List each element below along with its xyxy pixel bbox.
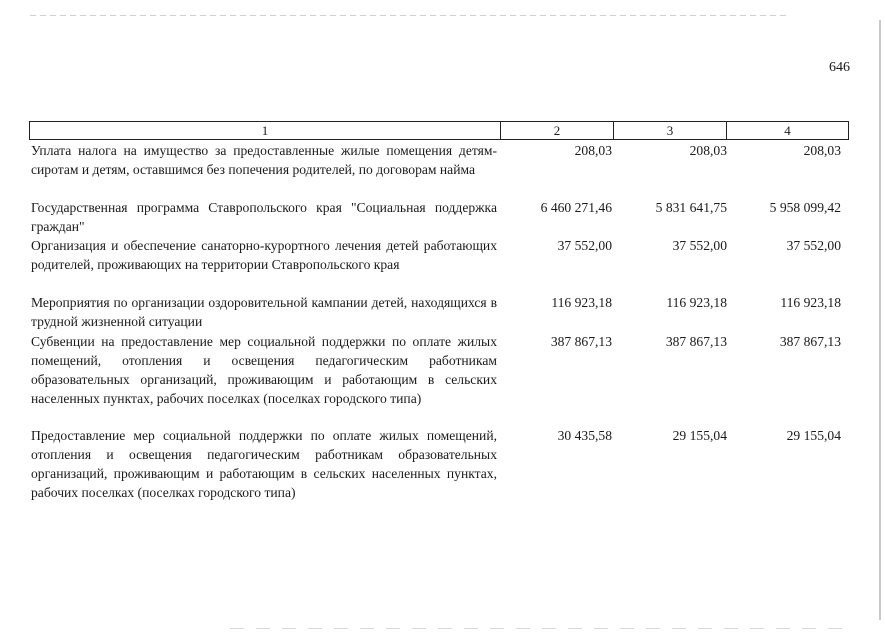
scan-edge-right xyxy=(879,20,881,620)
row-value-col-3: 116 923,18 xyxy=(666,295,727,310)
row-value-col-4: 208,03 xyxy=(803,143,841,158)
table-row xyxy=(31,426,849,502)
row-value-col-4: 29 155,04 xyxy=(786,428,841,443)
row-value-col-2: 387 867,13 xyxy=(550,334,612,349)
row-description: Субвенции на предоставление мер социальной поддержки по оплате жилых помещений, отопления и освещения педагогическим работникам образовательных организаций, проживающим и работающим в сельских населенных пунктах, рабочих поселках (поселках городского типа) xyxy=(31,334,497,406)
row-description: Мероприятия по организации оздоровительной кампании детей, находящихся в трудной жизненной ситуации xyxy=(31,295,497,329)
row-value-col-3: 208,03 xyxy=(689,143,727,158)
row-value-col-4: 116 923,18 xyxy=(780,295,841,310)
row-value-col-3: 29 155,04 xyxy=(672,428,727,443)
row-description: Предоставление мер социальной поддержки по оплате жилых помещений, отопления и освещения педагогическим работникам образовательных организаций, проживающим и работающим в сельских населенных пунктах, рабочих поселках (поселках городского типа) xyxy=(31,428,497,500)
row-value-col-2: 37 552,00 xyxy=(557,238,612,253)
row-value-col-4: 5 958 099,42 xyxy=(769,200,841,215)
table-row xyxy=(31,141,849,179)
scan-edge-top xyxy=(30,15,790,16)
row-description: Уплата налога на имущество за предоставленные жилые помещения детям-сиротам и детям, оставшимся без попечения родителей, по договорам найма xyxy=(31,143,497,177)
row-value-col-4: 37 552,00 xyxy=(786,238,841,253)
table-row xyxy=(31,236,849,274)
table-row xyxy=(31,198,849,236)
scan-edge-bottom xyxy=(230,628,850,629)
table-row xyxy=(31,293,849,331)
row-value-col-2: 208,03 xyxy=(574,143,612,158)
header-col-3: 3 xyxy=(614,122,727,139)
row-value-col-2: 116 923,18 xyxy=(551,295,612,310)
row-value-col-2: 30 435,58 xyxy=(557,428,612,443)
page-number: 646 xyxy=(829,60,850,75)
table-header xyxy=(29,121,849,140)
row-description: Государственная программа Ставропольского края "Социальная поддержка граждан" xyxy=(31,200,497,234)
table-row xyxy=(31,332,849,408)
row-value-col-4: 387 867,13 xyxy=(779,334,841,349)
row-value-col-3: 387 867,13 xyxy=(665,334,727,349)
row-value-col-3: 5 831 641,75 xyxy=(655,200,727,215)
row-value-col-2: 6 460 271,46 xyxy=(540,200,612,215)
row-description: Организация и обеспечение санаторно-курортного лечения детей работающих родителей, проживающих на территории Ставропольского края xyxy=(31,238,497,272)
header-col-1: 1 xyxy=(30,122,501,139)
row-value-col-3: 37 552,00 xyxy=(672,238,727,253)
header-col-2: 2 xyxy=(501,122,614,139)
header-col-4: 4 xyxy=(784,123,791,138)
